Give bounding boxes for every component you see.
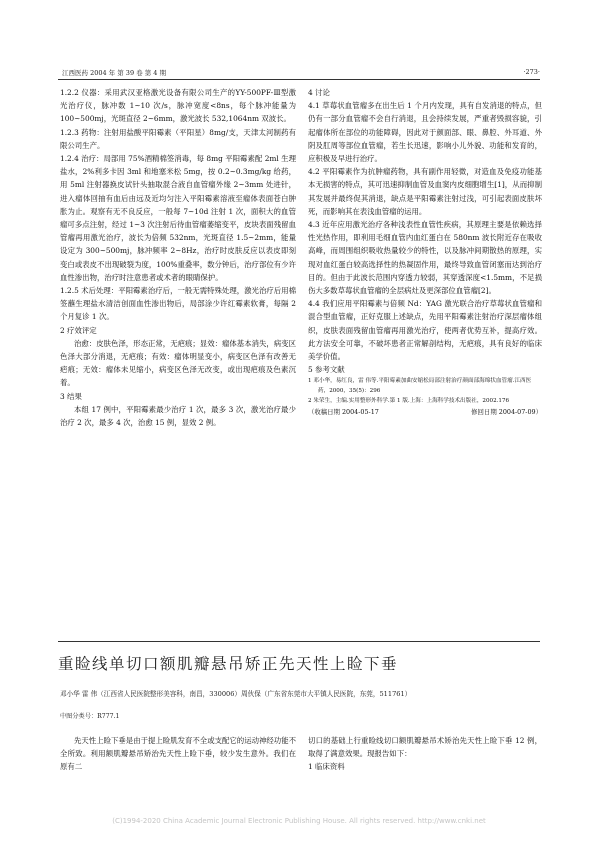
paragraph-discussion-4: 4.4 我们应用平阳霉素与倍频 Nd：YAG 激光联合治疗草莓状血管瘤和混合型血管瘤，正好克服上述缺点，先用平阳霉素注射治疗深层瘤体组织，皮肤表面残留血管瘤再用激光治疗，使两者优势互补，提高疗效。此方法安全可靠，不破坏患者正常解剖结构，无疤痕，具有良好的临床美学价值。 — [308, 299, 542, 362]
left-column — [60, 86, 296, 429]
copyright-footer: (C)1994-2020 China Academic Journal Electronic Publishing House. All rights reserved. http://www.cnki.net — [112, 817, 486, 825]
paragraph-discussion-3: 4.3 近年应用激光治疗各种浅表性血管性疾病，其原理主要是依赖选择性光热作用，即利用毛细血管内血红蛋白在 580nm 波长附近存在吸收高峰，而周围组织吸收热量较少的特性，以及脉冲间期散热的原理，实现对血红蛋白较高选择性的热凝固作用，最终导致血管闭塞而达到治疗目的。但由于此波长范围内穿透力较弱，其穿透深度<1.5mm，不足损伤大多数草莓状血管瘤的全层病灶及更深部位血管瘤[2]。 — [308, 220, 542, 296]
page-number: ·273· — [523, 68, 540, 76]
paragraph-instruments: 1.2.2 仪器：采用武汉亚格激光设备有限公司生产的YY-500PF-Ⅲ型激光治疗仪，脉冲数 1~10 次/s，脉冲宽度<8ns，每个脉冲能量为 100~500mj，光斑直径 2~6mm，激光波长 532,1064nm 双波长。 — [60, 88, 296, 124]
paragraph-discussion-2: 4.2 平阳霉素作为抗肿瘤药物，具有副作用轻微，对造血及免疫功能基本无损害的特点，其可迅速抑制血管及血窦内皮细胞增生[1]，从而抑制其发展并最终促其消退，缺点是平阳霉素注射过浅，可引起表面皮肤坏死，而影响其在表浅血管瘤的运用。 — [308, 167, 542, 216]
section-heading-results: 3 结果 — [60, 391, 82, 401]
paragraph-drugs: 1.2.3 药物：注射用盐酸平阳霉素（平阳星）8mg/支，天津太河制药有限公司生产。 — [60, 127, 296, 150]
section-heading-references: 5 参考文献 — [308, 365, 345, 375]
article-intro-right — [308, 734, 542, 773]
journal-header: 江西医药 2004 年 第 39 卷 第 4 期 — [62, 69, 166, 77]
section-heading-evaluation: 2 疗效评定 — [60, 325, 97, 335]
right-column — [308, 86, 542, 418]
article-title: 重睑线单切口额肌瓣悬吊矫正先天性上睑下垂 — [58, 655, 399, 673]
paragraph-discussion-1: 4.1 草莓状血管瘤多在出生后 1 个月内发现，具有自发消退的特点，但仍有一部分血管瘤不会自行消退，且会持续发展，严重者毁损容貌，引起瘤体所在部位的功能障碍，因此对于颜面部、眼、鼻腔、外耳道、外阴及肛周等部位血管瘤，若生长迅速，影响小儿外貌、功能和发育的，应积极及早进行治疗。 — [308, 101, 542, 164]
article-authors: 邓小华 雷 伟（江西省人民医院整形美容科，南昌，330006）周伙保（广东省东莞市大平镇人民医院，东莞，511761） — [60, 690, 412, 698]
header-rule — [58, 79, 540, 80]
section-heading-discussion: 4 讨论 — [308, 88, 330, 97]
reference-item: 2 朱荣生，主编.实用整形外科学.第 1 版.上海：上海科学技术出版社，2002.176 — [308, 398, 510, 405]
section-heading-clinical: 1 临床资料 — [308, 762, 345, 771]
revised-date: 修回日期 2004-07-09） — [471, 408, 542, 417]
paragraph-treatment: 1.2.4 治疗：局部用 75%酒精棉签消毒，每 8mg 平阳霉素配 2ml 生理盐水，2%利多卡因 3ml 和地塞米松 5mg，按 0.2~0.3mg/kg 给药，用 5ml 注射器换皮试针头抽取混合液自血管瘤外缘 2~3mm 处进针，进入瘤体回抽有血后由远及近均匀注入平阳霉素溶液至瘤体表面苍白肿胀为止。观察有无不良反应，一般每 7~10d 注射 1 次，面积大的血管瘤可多点注射，经过 1~3 次注射后待血管瘤萎缩变平，皮块表面残留血管瘤再用激光治疗，波长为倍频 532nm，光斑直径 1.5~2mm，能量设定为 300~500mj，脉冲频率 2~8Hz，治疗时皮肤反应以表皮即刻变白或表皮不出现破裂为度，100%重叠率，数分钟后，治疗部位有少许血性渗出物，治疗时注意患者或术者的眼睛保护。 — [60, 154, 296, 282]
classification-number: 中图分类号：R777.1 — [60, 713, 120, 720]
paragraph-postop: 1.2.5 术后处理：平阳霉素治疗后，一般无需特殊处理，激光治疗后用棉签蘸生理盐水清洁创面血性渗出物后，局部涂少许红霉素软膏，每隔 2 个月复诊 1 次。 — [60, 286, 296, 322]
reference-item: 1 邓小华，易红良，雷 伟等.平阳霉素加曲安缩松局部注射治疗颜面部海绵状血管瘤.江西医药，2000，35(5)：296 — [308, 378, 532, 395]
paragraph-results: 本组 17 例中，平阳霉素最少治疗 1 次，最多 3 次，激光治疗最少治疗 2 次，最多 4 次，治愈 15 例，显效 2 例。 — [60, 404, 296, 428]
received-dates — [308, 406, 542, 418]
paragraph-evaluation: 治愈：皮肤色泽，形态正常，无疤痕；显效：瘤体基本消失，病变区色泽大部分消退，无疤痕；有效：瘤体明显变小，病变区色泽有改善无疤痕；无效：瘤体未见缩小，病变区色泽无改变，或出现疤痕及色素沉着。 — [60, 338, 296, 388]
article-divider — [58, 641, 540, 642]
article-intro-left — [60, 734, 296, 773]
intro-paragraph-continued: 切口的基础上行重睑线切口额肌瓣悬吊术矫治先天性上睑下垂 12 例，取得了满意效果。现报告如下： — [308, 736, 542, 758]
intro-paragraph: 先天性上睑下垂是由于提上睑肌发育不全或支配它的运动神经功能不全所致。利用额肌瓣悬吊矫治先天性上睑下垂，较少发生意外。我们在原有二 — [60, 736, 296, 771]
received-date: （收稿日期 2004-05-17 — [308, 408, 379, 417]
